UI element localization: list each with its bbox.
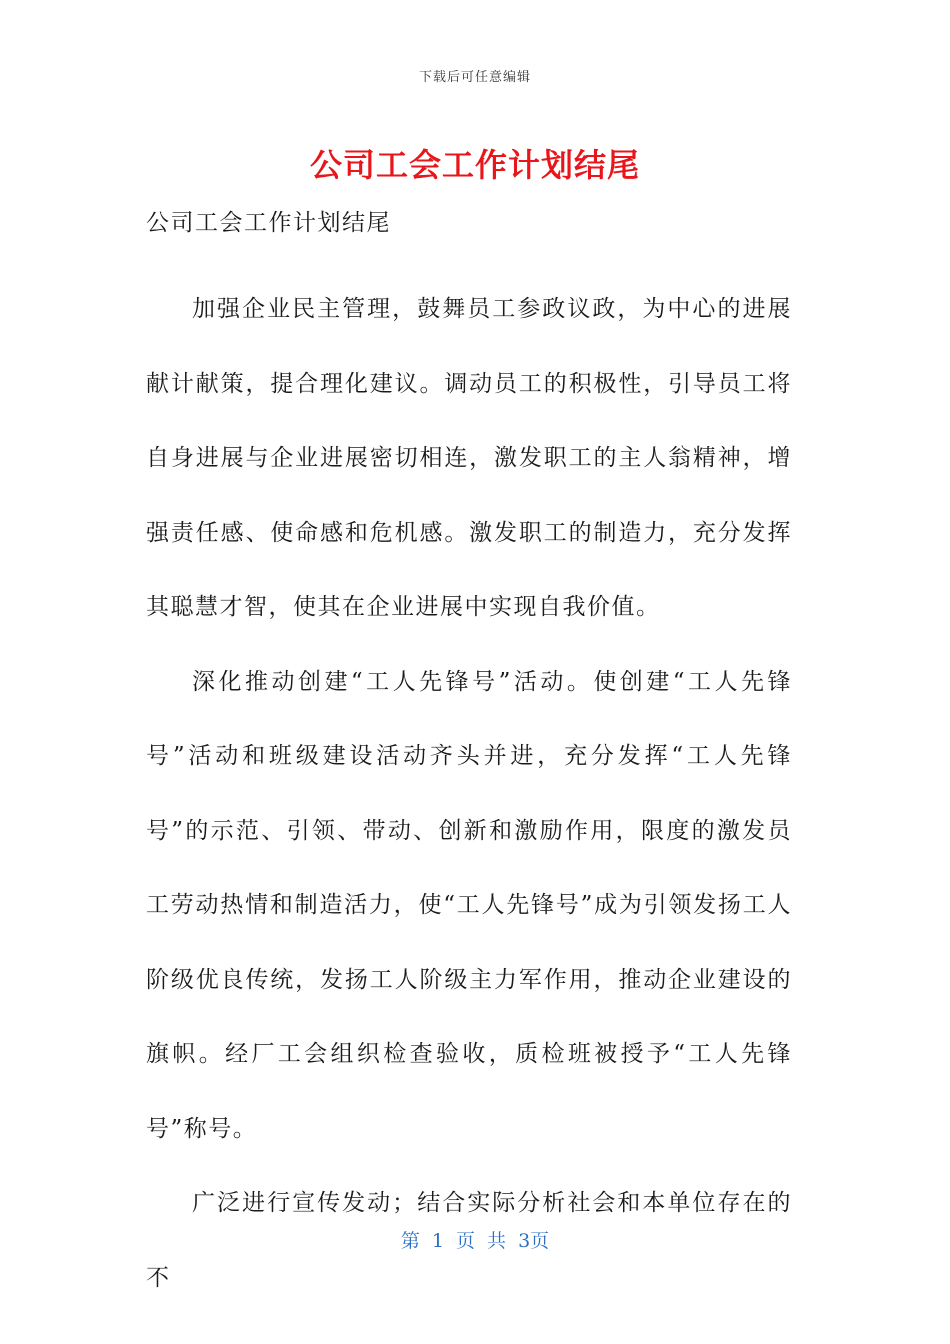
paragraph-2: 深化推动创建“工人先锋号”活动。使创建“工人先锋号”活动和班级建设活动齐头并进，充分发挥“工人先锋号”的示范、引领、带动、创新和激励作用，限度的激发员工劳动热情和制造活力，使“工人先锋号”成为引领发扬工人阶级优良传统，发扬工人阶级主力军作用，推动企业建设的旗帜。经厂工会组织检查验收，质检班被授予“工人先锋号”称号。 <box>146 668 792 1142</box>
header-note: 下载后可任意编辑 <box>418 70 531 85</box>
document-body <box>146 272 792 1315</box>
paragraph-1: 加强企业民主管理，鼓舞员工参政议政，为中心的进展献计献策，提合理化建议。调动员工的积极性，引导员工将自身进展与企业进展密切相连，激发职工的主人翁精神，增强责任感、使命感和危机感。激发职工的制造力，充分发挥其聪慧才智，使其在企业进展中实现自我价值。 <box>146 296 792 620</box>
page-footer: 第 1 页 共 3页 <box>400 1230 550 1252</box>
paragraph-3: 广泛进行宣传发动；结合实际分析社会和本单位存在的不 <box>146 1190 792 1291</box>
document-title: 公司工会工作计划结尾 <box>309 146 640 184</box>
document-subtitle: 公司工会工作计划结尾 <box>146 210 391 236</box>
